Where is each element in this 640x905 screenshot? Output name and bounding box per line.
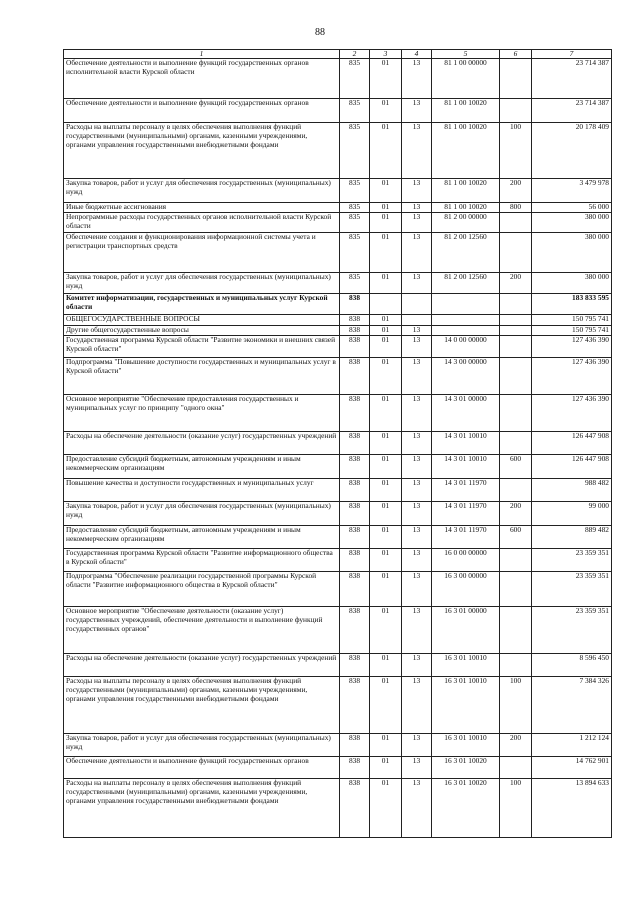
table-row bbox=[64, 572, 612, 607]
row-name: Предоставление субсидий бюджетным, автономным учреждениям и иным некоммерческим организациям bbox=[64, 526, 340, 549]
row-section-code: 01 bbox=[370, 59, 402, 99]
row-ved-code: 838 bbox=[340, 315, 370, 326]
table-row bbox=[64, 395, 612, 432]
row-target-article bbox=[432, 326, 500, 336]
row-name: Подпрограмма "Повышение доступности государственных и муниципальных услуг в Курской области" bbox=[64, 358, 340, 395]
row-amount: 7 384 326 bbox=[532, 677, 612, 734]
row-target-article: 81 2 00 00000 bbox=[432, 213, 500, 233]
row-amount: 14 762 901 bbox=[532, 757, 612, 779]
row-subsection-code: 13 bbox=[402, 273, 432, 294]
row-amount: 23 359 351 bbox=[532, 572, 612, 607]
table-row bbox=[64, 734, 612, 757]
row-expense-type bbox=[500, 59, 532, 99]
row-ved-code: 838 bbox=[340, 607, 370, 654]
row-name: Расходы на обеспечение деятельности (оказание услуг) государственных учреждений bbox=[64, 654, 340, 677]
table-row bbox=[64, 179, 612, 203]
row-subsection-code bbox=[402, 315, 432, 326]
row-amount: 3 479 978 bbox=[532, 179, 612, 203]
row-section-code: 01 bbox=[370, 502, 402, 526]
row-expense-type: 600 bbox=[500, 526, 532, 549]
table-row bbox=[64, 549, 612, 572]
row-expense-type: 100 bbox=[500, 779, 532, 838]
row-name: Закупка товаров, работ и услуг для обеспечения государственных (муниципальных) нужд bbox=[64, 734, 340, 757]
row-name: Расходы на выплаты персоналу в целях обеспечения выполнения функций государственными (муниципальными) органами, казенными учреждениями, органами управления государственными внебюджетными фондами bbox=[64, 677, 340, 734]
row-subsection-code: 13 bbox=[402, 734, 432, 757]
row-ved-code: 838 bbox=[340, 734, 370, 757]
row-name: Подпрограмма "Обеспечение реализации государственной программы Курской области "Развитие информационного общества в Курской области" bbox=[64, 572, 340, 607]
row-expense-type bbox=[500, 654, 532, 677]
table-row bbox=[64, 607, 612, 654]
row-subsection-code: 13 bbox=[402, 779, 432, 838]
row-ved-code: 835 bbox=[340, 59, 370, 99]
row-target-article: 16 3 00 00000 bbox=[432, 572, 500, 607]
table-row bbox=[64, 779, 612, 838]
table-row bbox=[64, 99, 612, 123]
row-name: Расходы на обеспечение деятельности (оказание услуг) государственных учреждений bbox=[64, 432, 340, 455]
row-section-code: 01 bbox=[370, 273, 402, 294]
row-section-code: 01 bbox=[370, 179, 402, 203]
table-row bbox=[64, 757, 612, 779]
table-row bbox=[64, 233, 612, 273]
row-expense-type: 600 bbox=[500, 455, 532, 479]
row-name: Обеспечение создания и функционирования информационной системы учета и регистрации транспортных средств bbox=[64, 233, 340, 273]
table-row bbox=[64, 432, 612, 455]
row-target-article: 14 3 01 11970 bbox=[432, 526, 500, 549]
table-row bbox=[64, 326, 612, 336]
row-section-code: 01 bbox=[370, 549, 402, 572]
row-target-article: 16 3 01 10020 bbox=[432, 757, 500, 779]
row-target-article: 81 1 00 10020 bbox=[432, 99, 500, 123]
row-target-article: 14 3 01 10010 bbox=[432, 455, 500, 479]
row-expense-type bbox=[500, 757, 532, 779]
row-target-article bbox=[432, 294, 500, 315]
row-target-article: 16 3 01 10010 bbox=[432, 677, 500, 734]
row-subsection-code: 13 bbox=[402, 123, 432, 179]
row-subsection-code: 13 bbox=[402, 677, 432, 734]
row-ved-code: 838 bbox=[340, 358, 370, 395]
row-ved-code: 835 bbox=[340, 179, 370, 203]
row-amount: 150 795 741 bbox=[532, 326, 612, 336]
row-section-code: 01 bbox=[370, 432, 402, 455]
table-row bbox=[64, 479, 612, 502]
row-ved-code: 838 bbox=[340, 432, 370, 455]
row-subsection-code: 13 bbox=[402, 326, 432, 336]
row-section-code: 01 bbox=[370, 336, 402, 358]
row-section-code: 01 bbox=[370, 757, 402, 779]
row-expense-type bbox=[500, 336, 532, 358]
table-row bbox=[64, 315, 612, 326]
row-section-code: 01 bbox=[370, 654, 402, 677]
row-section-code: 01 bbox=[370, 326, 402, 336]
row-amount: 126 447 908 bbox=[532, 432, 612, 455]
row-amount: 1 212 124 bbox=[532, 734, 612, 757]
page-number: 88 bbox=[315, 27, 325, 38]
row-amount: 889 482 bbox=[532, 526, 612, 549]
row-name: ОБЩЕГОСУДАРСТВЕННЫЕ ВОПРОСЫ bbox=[64, 315, 340, 326]
row-amount: 99 000 bbox=[532, 502, 612, 526]
row-subsection-code: 13 bbox=[402, 203, 432, 213]
row-amount: 20 178 409 bbox=[532, 123, 612, 179]
table-row bbox=[64, 336, 612, 358]
row-amount: 23 714 387 bbox=[532, 99, 612, 123]
row-expense-type bbox=[500, 294, 532, 315]
row-target-article: 81 1 00 10020 bbox=[432, 203, 500, 213]
row-ved-code: 838 bbox=[340, 654, 370, 677]
row-name: Комитет информатизации, государственных и муниципальных услуг Курской области bbox=[64, 294, 340, 315]
row-target-article: 16 3 01 10010 bbox=[432, 654, 500, 677]
row-target-article: 81 2 00 12560 bbox=[432, 233, 500, 273]
row-expense-type: 200 bbox=[500, 734, 532, 757]
row-ved-code: 838 bbox=[340, 326, 370, 336]
row-target-article: 81 1 00 00000 bbox=[432, 59, 500, 99]
row-amount: 13 894 633 bbox=[532, 779, 612, 838]
column-header: 5 bbox=[432, 50, 500, 59]
row-subsection-code: 13 bbox=[402, 526, 432, 549]
row-amount: 183 833 595 bbox=[532, 294, 612, 315]
table-row bbox=[64, 273, 612, 294]
row-section-code: 01 bbox=[370, 479, 402, 502]
row-name: Иные бюджетные ассигнования bbox=[64, 203, 340, 213]
row-target-article: 16 0 00 00000 bbox=[432, 549, 500, 572]
row-name: Расходы на выплаты персоналу в целях обеспечения выполнения функций государственными (муниципальными) органами, казенными учреждениями, органами управления государственными внебюджетными фондами bbox=[64, 123, 340, 179]
row-subsection-code: 13 bbox=[402, 395, 432, 432]
table-row bbox=[64, 677, 612, 734]
row-amount: 150 795 741 bbox=[532, 315, 612, 326]
row-subsection-code: 13 bbox=[402, 502, 432, 526]
row-name: Повышение качества и доступности государственных и муниципальных услуг bbox=[64, 479, 340, 502]
table-row bbox=[64, 358, 612, 395]
row-expense-type bbox=[500, 315, 532, 326]
row-subsection-code: 13 bbox=[402, 455, 432, 479]
row-expense-type bbox=[500, 233, 532, 273]
row-target-article: 16 3 01 10010 bbox=[432, 734, 500, 757]
table-row bbox=[64, 526, 612, 549]
row-expense-type bbox=[500, 395, 532, 432]
row-name: Другие общегосударственные вопросы bbox=[64, 326, 340, 336]
row-subsection-code: 13 bbox=[402, 549, 432, 572]
row-name: Обеспечение деятельности и выполнение функций государственных органов bbox=[64, 757, 340, 779]
row-amount: 380 000 bbox=[532, 233, 612, 273]
row-target-article: 81 2 00 12560 bbox=[432, 273, 500, 294]
row-subsection-code: 13 bbox=[402, 59, 432, 99]
row-expense-type bbox=[500, 607, 532, 654]
column-header: 6 bbox=[500, 50, 532, 59]
row-amount: 8 596 450 bbox=[532, 654, 612, 677]
row-ved-code: 838 bbox=[340, 479, 370, 502]
row-target-article: 16 3 01 00000 bbox=[432, 607, 500, 654]
column-header: 4 bbox=[402, 50, 432, 59]
row-name: Государственная программа Курской области "Развитие информационного общества в Курской области" bbox=[64, 549, 340, 572]
row-target-article: 14 3 01 00000 bbox=[432, 395, 500, 432]
row-expense-type bbox=[500, 358, 532, 395]
row-ved-code: 835 bbox=[340, 99, 370, 123]
row-name: Непрограммные расходы государственных органов исполнительной власти Курской области bbox=[64, 213, 340, 233]
row-target-article: 14 3 01 11970 bbox=[432, 502, 500, 526]
row-amount: 127 436 390 bbox=[532, 336, 612, 358]
column-header: 3 bbox=[370, 50, 402, 59]
table-row bbox=[64, 203, 612, 213]
row-ved-code: 838 bbox=[340, 294, 370, 315]
column-header: 2 bbox=[340, 50, 370, 59]
row-subsection-code: 13 bbox=[402, 233, 432, 273]
column-header: 7 bbox=[532, 50, 612, 59]
row-section-code: 01 bbox=[370, 734, 402, 757]
row-ved-code: 838 bbox=[340, 455, 370, 479]
table-row bbox=[64, 213, 612, 233]
row-section-code: 01 bbox=[370, 233, 402, 273]
row-amount: 380 000 bbox=[532, 213, 612, 233]
row-ved-code: 835 bbox=[340, 123, 370, 179]
row-expense-type bbox=[500, 326, 532, 336]
row-section-code: 01 bbox=[370, 213, 402, 233]
row-expense-type: 100 bbox=[500, 677, 532, 734]
row-ved-code: 835 bbox=[340, 213, 370, 233]
row-name: Обеспечение деятельности и выполнение функций государственных органов bbox=[64, 99, 340, 123]
row-ved-code: 838 bbox=[340, 549, 370, 572]
row-section-code: 01 bbox=[370, 607, 402, 654]
row-subsection-code: 13 bbox=[402, 757, 432, 779]
row-subsection-code: 13 bbox=[402, 654, 432, 677]
row-expense-type bbox=[500, 432, 532, 455]
row-section-code: 01 bbox=[370, 99, 402, 123]
row-subsection-code: 13 bbox=[402, 336, 432, 358]
row-expense-type bbox=[500, 479, 532, 502]
row-subsection-code bbox=[402, 294, 432, 315]
row-ved-code: 838 bbox=[340, 572, 370, 607]
row-amount: 380 000 bbox=[532, 273, 612, 294]
row-amount: 23 714 387 bbox=[532, 59, 612, 99]
row-name: Основное мероприятие "Обеспечение деятельности (оказание услуг) государственных учреждений, обеспечение деятельности и выполнение функций государственных органов" bbox=[64, 607, 340, 654]
row-name: Предоставление субсидий бюджетным, автономным учреждениям и иным некоммерческим организациям bbox=[64, 455, 340, 479]
row-target-article: 14 3 01 10010 bbox=[432, 432, 500, 455]
row-name: Закупка товаров, работ и услуг для обеспечения государственных (муниципальных) нужд bbox=[64, 502, 340, 526]
row-ved-code: 838 bbox=[340, 502, 370, 526]
row-subsection-code: 13 bbox=[402, 479, 432, 502]
row-amount: 56 000 bbox=[532, 203, 612, 213]
table-row bbox=[64, 123, 612, 179]
row-expense-type bbox=[500, 99, 532, 123]
row-subsection-code: 13 bbox=[402, 213, 432, 233]
row-subsection-code: 13 bbox=[402, 179, 432, 203]
row-target-article: 14 3 00 00000 bbox=[432, 358, 500, 395]
row-target-article: 14 0 00 00000 bbox=[432, 336, 500, 358]
row-target-article bbox=[432, 315, 500, 326]
table-header-row bbox=[64, 50, 612, 59]
row-section-code bbox=[370, 294, 402, 315]
row-target-article: 16 3 01 10020 bbox=[432, 779, 500, 838]
row-section-code: 01 bbox=[370, 779, 402, 838]
row-name: Закупка товаров, работ и услуг для обеспечения государственных (муниципальных) нужд bbox=[64, 273, 340, 294]
row-ved-code: 838 bbox=[340, 757, 370, 779]
row-expense-type: 800 bbox=[500, 203, 532, 213]
row-expense-type: 200 bbox=[500, 273, 532, 294]
row-section-code: 01 bbox=[370, 358, 402, 395]
row-section-code: 01 bbox=[370, 203, 402, 213]
row-section-code: 01 bbox=[370, 315, 402, 326]
row-ved-code: 838 bbox=[340, 779, 370, 838]
row-name: Обеспечение деятельности и выполнение функций государственных органов исполнительной власти Курской области bbox=[64, 59, 340, 99]
row-target-article: 81 1 00 10020 bbox=[432, 179, 500, 203]
row-section-code: 01 bbox=[370, 526, 402, 549]
row-subsection-code: 13 bbox=[402, 99, 432, 123]
row-section-code: 01 bbox=[370, 572, 402, 607]
row-name: Закупка товаров, работ и услуг для обеспечения государственных (муниципальных) нужд bbox=[64, 179, 340, 203]
row-target-article: 81 1 00 10020 bbox=[432, 123, 500, 179]
row-ved-code: 838 bbox=[340, 395, 370, 432]
budget-table bbox=[63, 49, 612, 838]
row-amount: 988 482 bbox=[532, 479, 612, 502]
column-header: 1 bbox=[64, 50, 340, 59]
row-expense-type: 200 bbox=[500, 502, 532, 526]
row-expense-type bbox=[500, 572, 532, 607]
row-target-article: 14 3 01 11970 bbox=[432, 479, 500, 502]
row-subsection-code: 13 bbox=[402, 607, 432, 654]
row-ved-code: 835 bbox=[340, 273, 370, 294]
row-name: Расходы на выплаты персоналу в целях обеспечения выполнения функций государственными (муниципальными) органами, казенными учреждениями, органами управления государственными внебюджетными фондами bbox=[64, 779, 340, 838]
row-subsection-code: 13 bbox=[402, 432, 432, 455]
table-row bbox=[64, 294, 612, 315]
row-name: Государственная программа Курской области "Развитие экономики и внешних связей Курской области" bbox=[64, 336, 340, 358]
row-amount: 23 359 351 bbox=[532, 607, 612, 654]
table-row bbox=[64, 59, 612, 99]
row-ved-code: 838 bbox=[340, 526, 370, 549]
row-expense-type: 200 bbox=[500, 179, 532, 203]
row-subsection-code: 13 bbox=[402, 572, 432, 607]
row-section-code: 01 bbox=[370, 677, 402, 734]
row-expense-type bbox=[500, 549, 532, 572]
row-section-code: 01 bbox=[370, 455, 402, 479]
row-name: Основное мероприятие "Обеспечение предоставления государственных и муниципальных услуг по принципу "одного окна" bbox=[64, 395, 340, 432]
row-ved-code: 835 bbox=[340, 233, 370, 273]
table-row bbox=[64, 455, 612, 479]
row-section-code: 01 bbox=[370, 123, 402, 179]
row-ved-code: 838 bbox=[340, 336, 370, 358]
row-amount: 23 359 351 bbox=[532, 549, 612, 572]
row-expense-type bbox=[500, 213, 532, 233]
row-subsection-code: 13 bbox=[402, 358, 432, 395]
row-expense-type: 100 bbox=[500, 123, 532, 179]
row-amount: 127 436 390 bbox=[532, 358, 612, 395]
row-ved-code: 838 bbox=[340, 677, 370, 734]
row-ved-code: 835 bbox=[340, 203, 370, 213]
table-row bbox=[64, 654, 612, 677]
row-amount: 127 436 390 bbox=[532, 395, 612, 432]
row-amount: 126 447 908 bbox=[532, 455, 612, 479]
row-section-code: 01 bbox=[370, 395, 402, 432]
table-row bbox=[64, 502, 612, 526]
